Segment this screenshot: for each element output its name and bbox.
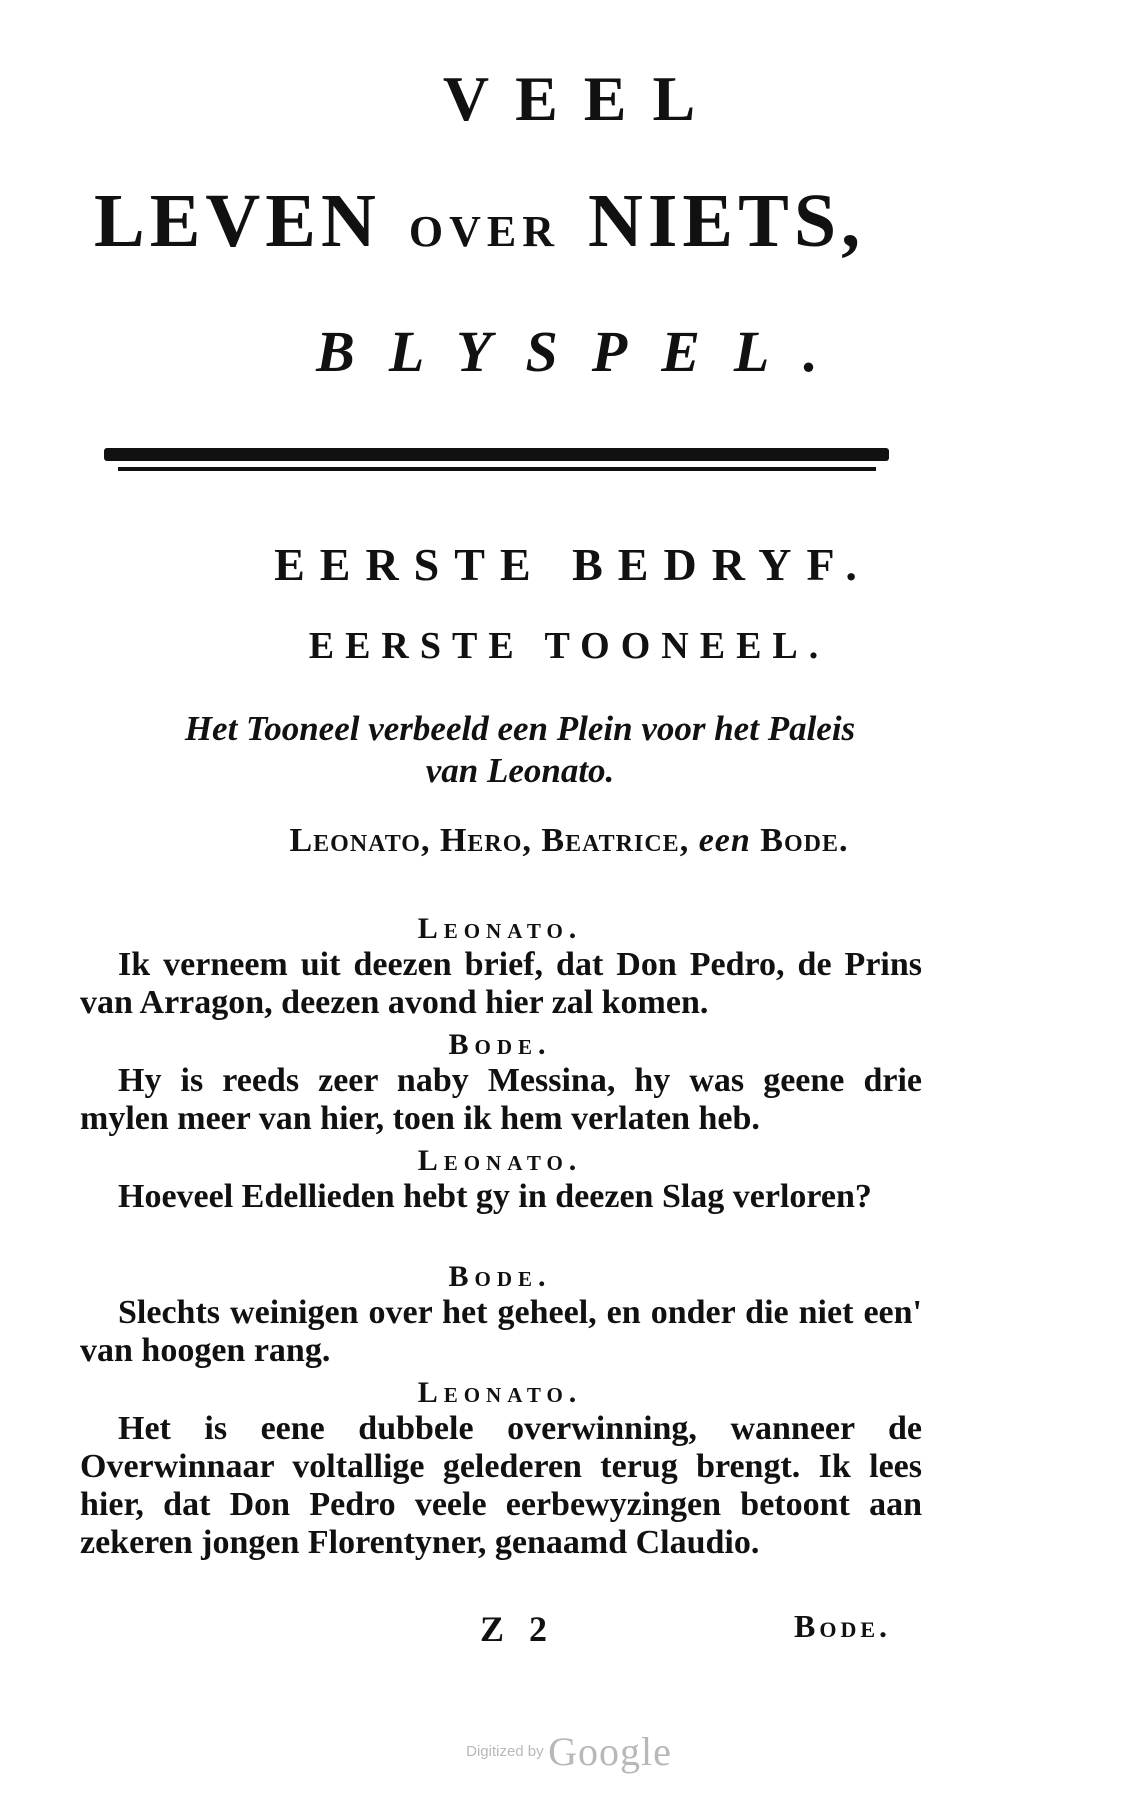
title-word-niets: NIETS, <box>587 179 866 263</box>
act-heading: EERSTE BEDRYF. <box>274 539 872 590</box>
scene-setting-line-2: van Leonato. <box>425 751 615 790</box>
title-line-leven-over-niets <box>94 178 994 265</box>
speech-text: Hoeveel Edellieden hebt gy in deezen Slag verloren? <box>118 1178 872 1215</box>
title-word-leven: LEVEN <box>94 179 381 263</box>
speaker-name: Bode. <box>448 1028 552 1061</box>
speaker-name: Leonato. <box>417 1144 583 1177</box>
title-word-over: OVER <box>408 207 560 256</box>
digitized-watermark <box>0 1728 1138 1775</box>
speech-text: Slechts weinigen over het geheel, en onder die niet een' van hoogen rang. <box>80 1294 922 1369</box>
signature-mark: Z 2 <box>480 1609 556 1649</box>
speaker-name: Bode. <box>448 1260 552 1293</box>
personae-bode: Bode. <box>760 822 849 859</box>
speech-text: Het is eene dubbele overwinning, wanneer de Overwinnaar voltallige gelederen terug brengt. Ik lees hier, dat Don Pedro veele eerbewyzingen betoont aan zekeren jongen Florentyner, genaamd Claudio. <box>80 1410 922 1561</box>
personae-een: een <box>698 822 751 859</box>
digitized-prefix: Digitized by <box>466 1743 544 1760</box>
title-genre-blyspel: BLYSPEL. <box>316 319 852 384</box>
scene-setting-line-1: Het Tooneel verbeeld een Plein voor het Paleis <box>184 709 856 748</box>
double-rule-thick <box>104 448 889 461</box>
double-rule-thin <box>118 467 876 471</box>
google-logo: Google <box>548 1729 672 1774</box>
catchword: Bode. <box>794 1608 892 1644</box>
scene-heading: EERSTE TOONEEL. <box>308 625 830 667</box>
scene-setting <box>120 708 920 792</box>
speech-text: Hy is reeds zeer naby Messina, hy was geene drie mylen meer van hier, toen ik hem verlaten heb. <box>80 1062 922 1137</box>
personae-names: Leonato, Hero, Beatrice, <box>289 822 690 859</box>
title-line-veel: VEEL <box>442 63 722 134</box>
speech-text: Ik verneem uit deezen brief, dat Don Pedro, de Prins van Arragon, deezen avond hier zal komen. <box>80 946 922 1021</box>
dramatis-personae <box>0 822 1138 860</box>
speaker-name: Leonato. <box>417 912 583 945</box>
speaker-name: Leonato. <box>417 1376 583 1409</box>
